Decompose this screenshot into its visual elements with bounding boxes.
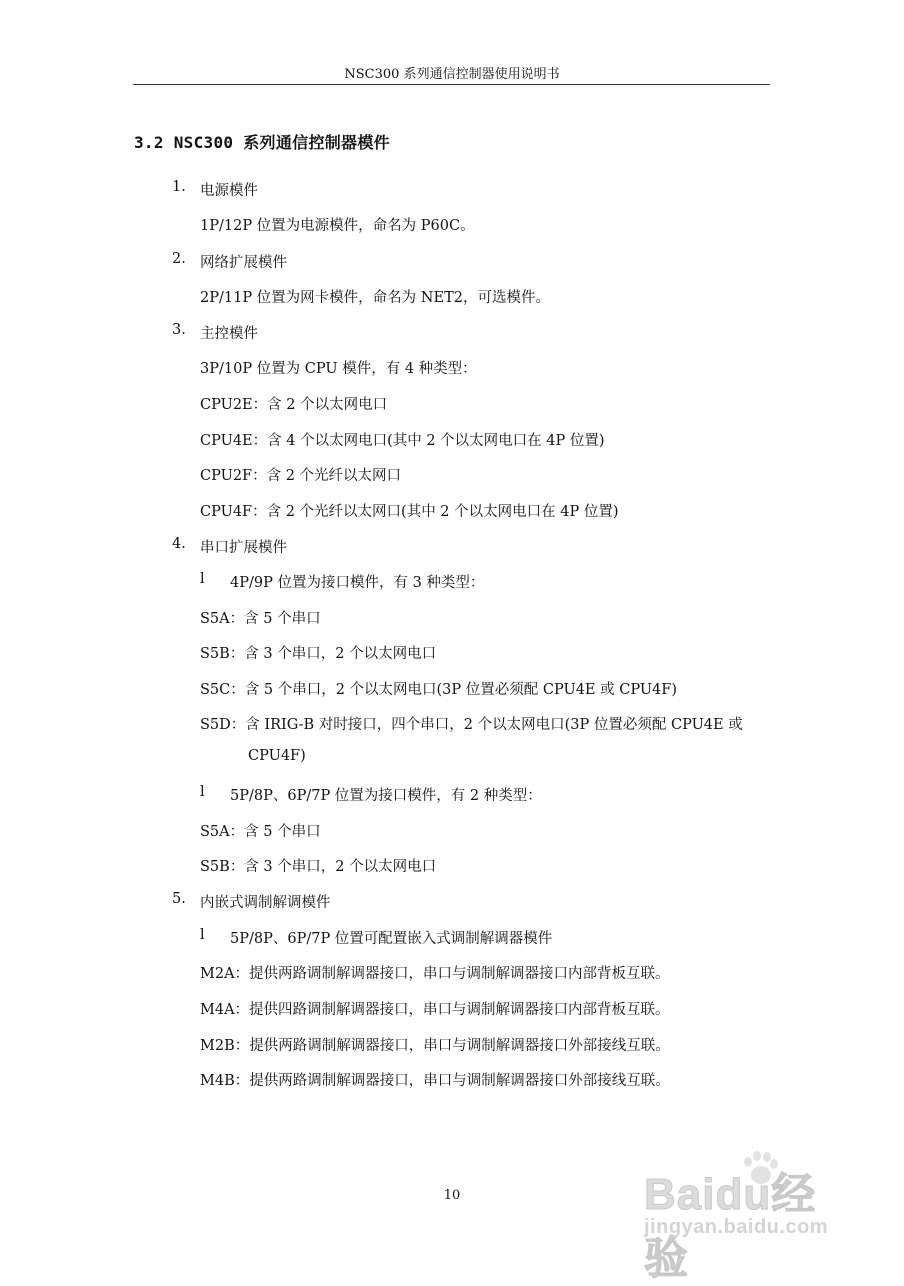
page-header-title: NSC300 系列通信控制器使用说明书: [344, 67, 560, 82]
bullet-icon: l: [200, 784, 205, 800]
bullet-icon: l: [200, 571, 205, 587]
bullet-icon: l: [200, 927, 205, 943]
item-title: 内嵌式调制解调模件: [200, 895, 331, 911]
body-line: S5A：含 5 个串口: [200, 611, 321, 627]
watermark-url: jingyan.baidu.com: [644, 1216, 829, 1238]
item-title: 网络扩展模件: [200, 255, 287, 271]
body-line: 2P/11P 位置为网卡模件，命名为 NET2，可选模件。: [200, 290, 550, 306]
body-line: S5D：含 IRIG-B 对时接口，四个串口，2 个以太网电口(3P 位置必须配 CPU4E 或: [200, 717, 743, 733]
body-line: M2B：提供两路调制解调器接口，串口与调制解调器接口外部接线互联。: [200, 1038, 670, 1054]
bullet-text: 5P/8P、6P/7P 位置为接口模件，有 2 种类型：: [230, 788, 542, 804]
body-line: CPU2F：含 2 个光纤以太网口: [200, 468, 402, 484]
body-line: CPU4F): [248, 748, 306, 764]
body-line: CPU4F：含 2 个光纤以太网口(其中 2 个以太网电口在 4P 位置): [200, 504, 619, 520]
header-divider: [133, 84, 770, 85]
watermark-logo-text: Baidu经验: [644, 1170, 817, 1283]
body-line: CPU4E：含 4 个以太网电口(其中 2 个以太网电口在 4P 位置): [200, 433, 605, 449]
item-title: 主控模件: [200, 326, 258, 342]
body-line: S5C：含 5 个串口，2 个以太网电口(3P 位置必须配 CPU4E 或 CPU4F): [200, 682, 677, 698]
item-title: 电源模件: [200, 183, 258, 199]
baidu-watermark: [644, 1150, 854, 1283]
item-number: 3.: [172, 322, 186, 338]
body-line: M2A：提供两路调制解调器接口，串口与调制解调器接口内部背板互联。: [200, 966, 670, 982]
bullet-text: 4P/9P 位置为接口模件，有 3 种类型：: [230, 575, 485, 591]
body-line: M4B：提供两路调制解调器接口，串口与调制解调器接口外部接线互联。: [200, 1073, 670, 1089]
body-line: S5B：含 3 个串口，2 个以太网电口: [200, 859, 437, 875]
item-number: 1.: [172, 179, 186, 195]
body-line: 1P/12P 位置为电源模件，命名为 P60C。: [200, 218, 475, 234]
bullet-text: 5P/8P、6P/7P 位置可配置嵌入式调制解调器模件: [230, 931, 553, 947]
body-line: 3P/10P 位置为 CPU 模件，有 4 种类型：: [200, 361, 477, 377]
item-number: 4.: [172, 536, 186, 552]
section-title: 3.2 NSC300 系列通信控制器模件: [134, 133, 390, 152]
item-title: 串口扩展模件: [200, 540, 287, 556]
body-line: M4A：提供四路调制解调器接口，串口与调制解调器接口内部背板互联。: [200, 1002, 670, 1018]
body-line: CPU2E：含 2 个以太网电口: [200, 397, 388, 413]
page-number: 10: [443, 1188, 461, 1203]
body-line: S5A：含 5 个串口: [200, 824, 321, 840]
body-line: S5B：含 3 个串口，2 个以太网电口: [200, 646, 437, 662]
item-number: 2.: [172, 251, 186, 267]
item-number: 5.: [172, 891, 186, 907]
